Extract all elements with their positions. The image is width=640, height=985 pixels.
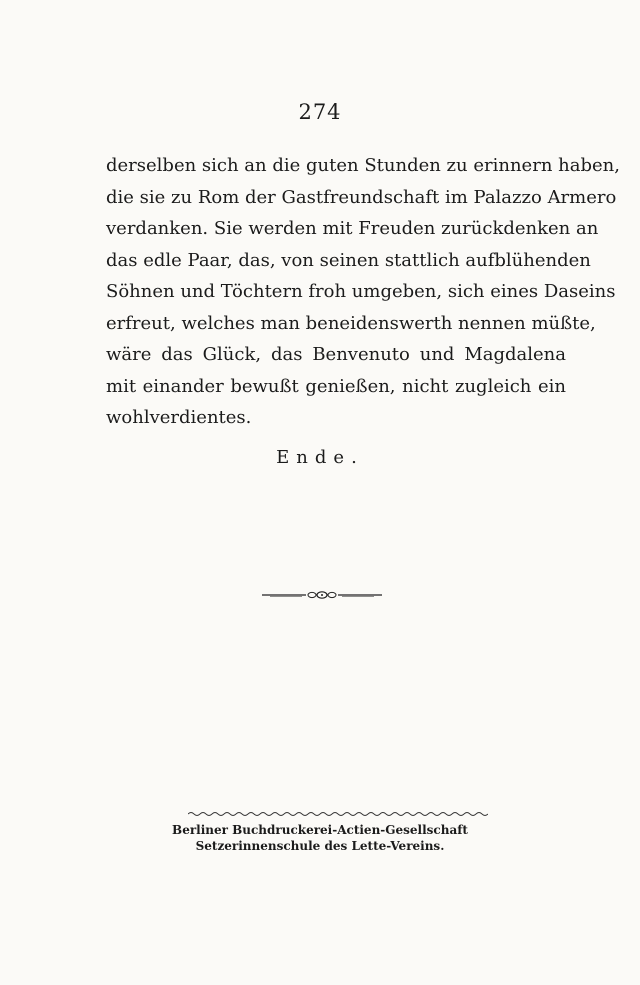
text-line: Söhnen und Töchtern froh umgeben, sich eines Daseins <box>106 281 616 302</box>
printer-imprint <box>0 822 640 854</box>
text-line: das edle Paar, das, von seinen stattlich aufblühenden <box>106 249 591 271</box>
end-marker: Ende. <box>276 447 364 468</box>
text-line: wäre das Glück, das Benvenuto und Magdalena <box>106 344 566 365</box>
body-text <box>106 150 620 434</box>
text-line: erfreut, welches man beneidenswerth nennen müßte, <box>106 312 596 334</box>
page-number: 274 <box>298 100 342 124</box>
wavy-rule-icon <box>188 810 488 818</box>
text-line: mit einander bewußt genießen, nicht zugleich ein <box>106 375 566 397</box>
imprint-line: Setzerinnenschule des Lette-Vereins. <box>195 839 445 853</box>
text-line: verdanken. Sie werden mit Freuden zurückdenken an <box>106 218 599 239</box>
text-line: die sie zu Rom der Gastfreundschaft im Palazzo Armero <box>106 186 617 208</box>
decorative-rule-icon <box>262 587 382 603</box>
imprint-line: Berliner Buchdruckerei-Actien-Gesellschaft <box>172 823 468 837</box>
text-line: wohlverdientes. <box>106 407 252 428</box>
text-line: derselben sich an die guten Stunden zu erinnern haben, <box>106 155 620 176</box>
